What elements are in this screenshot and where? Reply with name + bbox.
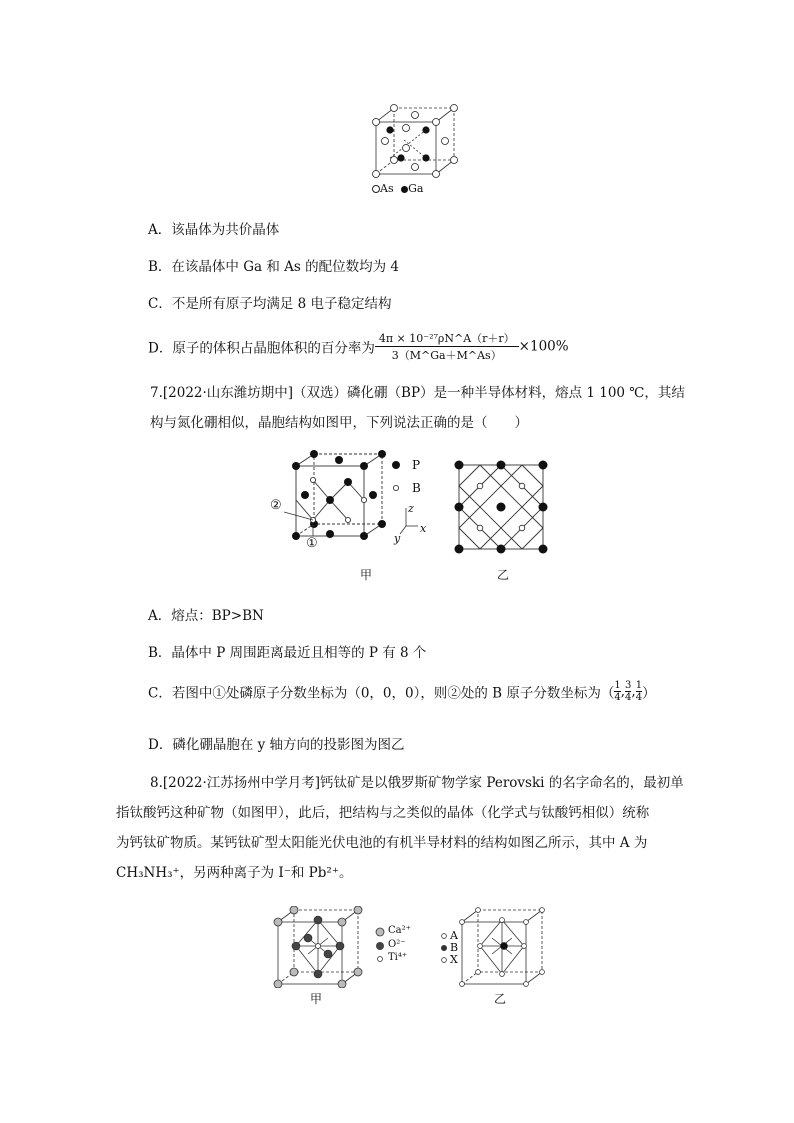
legend-p-label: P [412, 458, 421, 472]
legend-ca-icon [376, 928, 384, 936]
q7-stem-line1: 7.[2022·山东潍坊期中]（双选）磷化硼（BP）是一种半导体材料，熔点 1 100 ℃，其结 [150, 385, 685, 401]
q6-option-b: B．在该晶体中 Ga 和 As 的配位数均为 4 [148, 259, 399, 275]
caption-jia-q8: 甲 [310, 992, 323, 1006]
perovskite-figure-jia [272, 906, 422, 1006]
legend-a-label: A [450, 929, 458, 942]
legend-p-icon [392, 461, 400, 469]
legend-ti-icon [378, 957, 383, 962]
gaas-legend [372, 182, 423, 195]
legend-a-icon [442, 934, 447, 939]
q6-option-d-suffix: ×100% [518, 338, 569, 355]
legend-ga-label: Ga [408, 182, 424, 195]
q7-option-a: A．熔点：BP>BN [148, 608, 264, 624]
fraction-numerator: 4π × 10⁻²⁷ρN^A（r＋r） [375, 330, 519, 347]
q6-option-d-prefix: D．原子的体积占晶胞体积的百分率为 [148, 340, 375, 357]
q8-stem [116, 768, 710, 888]
marker-2: ② [270, 498, 282, 513]
legend-b-label: B [412, 481, 421, 495]
as-atom-icon [372, 185, 380, 193]
q8-stem-line3: 为钙钛矿物质。某钙钛矿型太阳能光伏电池的有机半导材料的结构如图乙所示，其中 A 为 [116, 835, 648, 851]
q7-stem [150, 378, 710, 438]
legend-ca-label: Ca²⁺ [388, 925, 411, 936]
legend-o-label: O²⁻ [388, 939, 406, 950]
q8-stem-line2: 指钛酸钙这种矿物（如图甲），此后，把结构与之类似的晶体（化学式与钛酸钙相似）统称 [116, 805, 650, 821]
q6-option-d [148, 330, 569, 363]
percentage-fraction [375, 330, 519, 363]
q7-option-b: B．晶体中 P 周围距离最近且相等的 P 有 8 个 [148, 645, 427, 661]
q6-option-a: A．该晶体为共价晶体 [148, 222, 280, 238]
bp-cell-figure-jia [268, 450, 438, 585]
caption-yi: 乙 [497, 568, 510, 582]
axis-y-label: y [394, 532, 401, 545]
perovskite-yi-diagram [438, 906, 578, 988]
caption-jia: 甲 [360, 568, 373, 582]
fraction-denominator: 3（M^Ga＋M^As） [391, 349, 502, 362]
axis-z-label: z [408, 502, 414, 515]
q7-option-c-prefix: C．若图中①处磷原子分数坐标为（0，0，0），则②处的 B 原子分数坐标为（ [148, 685, 615, 702]
q7-stem-line2: 构与氮化硼相似，晶胞结构如图甲，下列说法正确的是（ ） [150, 415, 528, 431]
legend-b-icon [393, 485, 398, 490]
q7-option-c-suffix: ） [642, 685, 656, 702]
coord-frac-1: $\frac{1}{4}$ [614, 680, 621, 703]
marker-1: ① [306, 536, 318, 551]
legend-o-icon [376, 942, 384, 950]
legend-x-label: X [450, 953, 458, 966]
perovskite-figure-yi [438, 906, 578, 1006]
q7-option-d: D．磷化硼晶胞在 y 轴方向的投影图为图乙 [148, 737, 405, 753]
coord-frac-3: $\frac{1}{4}$ [635, 680, 643, 703]
legend-x-icon [442, 958, 447, 963]
caption-yi-q8: 乙 [494, 992, 507, 1006]
legend-b-icon [441, 945, 447, 951]
bp-projection-diagram [452, 458, 552, 558]
bp-projection-figure-yi [452, 458, 552, 585]
axis-x-label: x [420, 522, 427, 535]
q6-option-c: C．不是所有原子均满足 8 电子稳定结构 [148, 296, 392, 312]
gaas-cell-figure [366, 100, 466, 198]
coord-frac-2: $\frac{3}{4}$ [625, 680, 632, 703]
legend-as-label: As [380, 182, 394, 195]
q7-option-c: C．若图中①处磷原子分数坐标为（0，0，0），则②处的 B 原子分数坐标为（ $\frac{1}{4}$ , $\frac{3}{4}$ , $\frac{1}{4}$ ） [148, 680, 656, 703]
legend-ti-label: Ti⁴⁺ [388, 952, 408, 963]
q8-stem-line4: CH₃NH₃⁺，另两种离子为 I⁻和 Pb²⁺。 [116, 865, 353, 881]
q8-stem-line1: 8.[2022·江苏扬州中学月考]钙钛矿是以俄罗斯矿物学家 Perovski 的名字命名的，最初单 [150, 775, 684, 791]
legend-b-label: B [450, 941, 459, 954]
